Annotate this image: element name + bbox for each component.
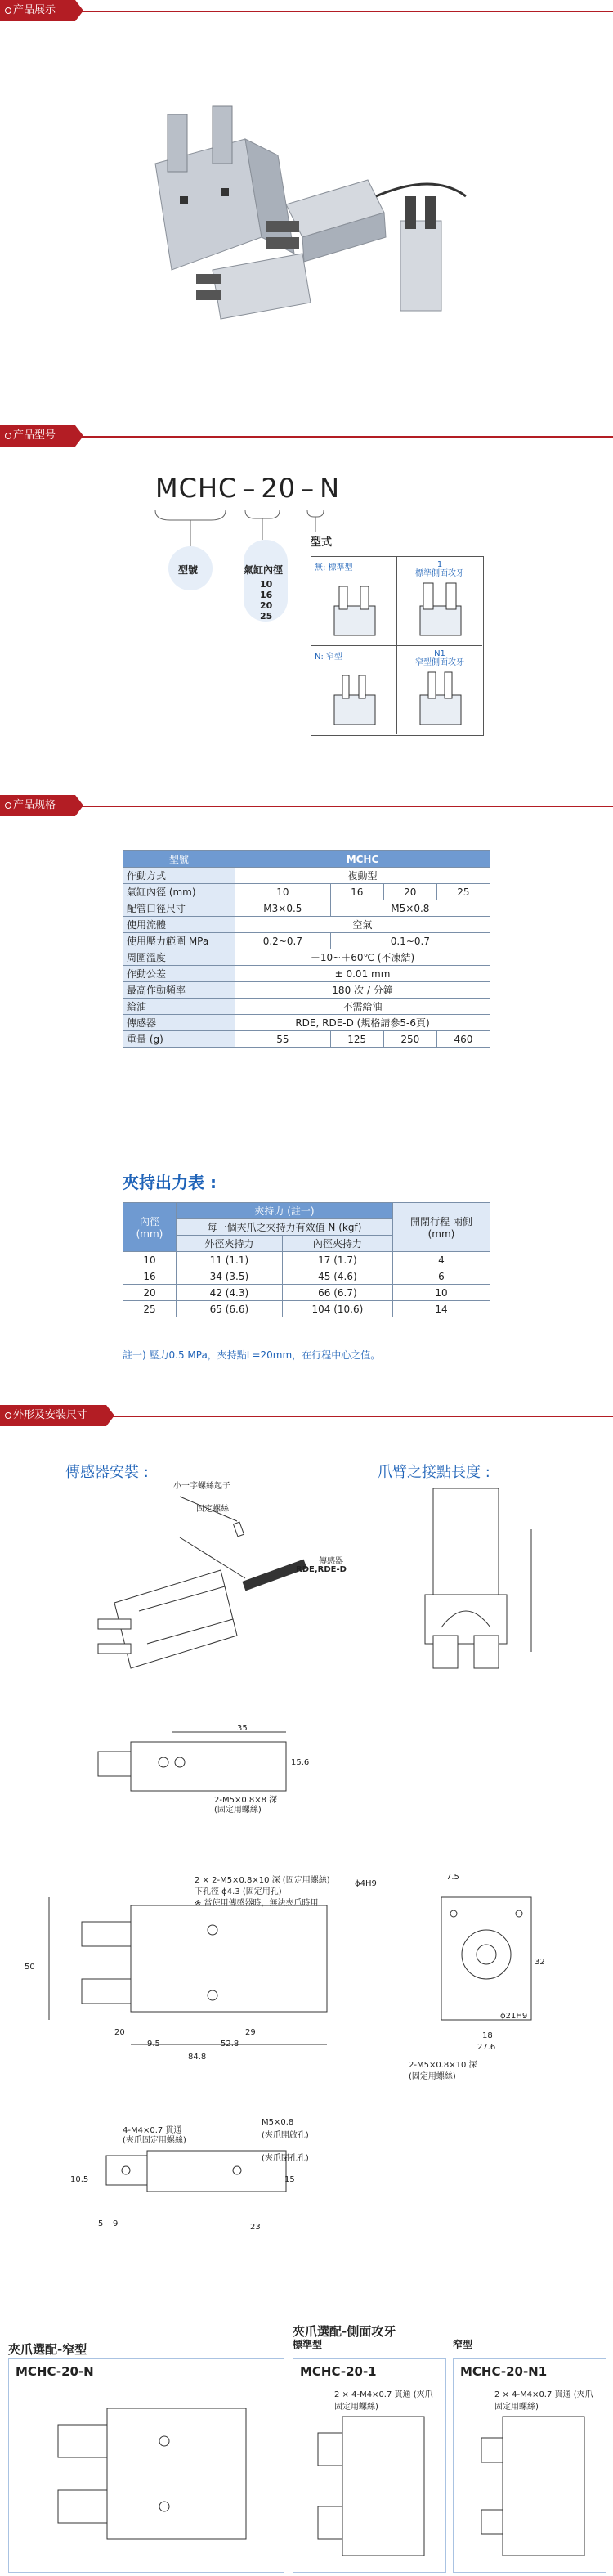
section-title: 外形及安装尺寸 bbox=[13, 1409, 88, 1421]
spec-cell: 0.1~0.7 bbox=[330, 933, 490, 949]
dim-value: 5 bbox=[98, 2219, 104, 2228]
label-bore: 氣缸內徑 bbox=[244, 564, 284, 576]
force-header-stroke: 開閉行程 兩側 (mm) bbox=[393, 1203, 490, 1252]
dim-value: (固定用螺絲) bbox=[409, 2072, 456, 2081]
sensor-label: 傳感器 bbox=[319, 1557, 343, 1566]
force-cell: 20 bbox=[123, 1285, 177, 1301]
jaw-panel-n1 bbox=[453, 2358, 606, 2573]
spec-cell: 180 次 / 分鐘 bbox=[235, 982, 490, 999]
force-cell: 65 (6.6) bbox=[177, 1301, 283, 1317]
arm-length-drawing bbox=[392, 1480, 548, 1693]
table-row bbox=[123, 900, 490, 917]
dim-value: 9 bbox=[113, 2219, 119, 2228]
style-code: N1 bbox=[434, 649, 445, 658]
style-code: 1 bbox=[436, 560, 443, 569]
force-cell: 16 bbox=[123, 1268, 177, 1285]
top-view-drawing bbox=[82, 1726, 343, 1815]
table-row bbox=[123, 1285, 490, 1301]
jaw-model: MCHC-20-N1 bbox=[460, 2364, 548, 2379]
force-header-in: 內徑夾持力 bbox=[282, 1236, 392, 1252]
spec-cell: 複動型 bbox=[235, 868, 490, 884]
force-header-force: 夾持力 (註一) bbox=[177, 1203, 393, 1219]
jaw-model: MCHC-20-N bbox=[16, 2364, 94, 2379]
arm-title: 爪臂之接點長度 : bbox=[378, 1464, 490, 1481]
dim-value: ϕ21H9 bbox=[500, 2012, 528, 2021]
style-desc: 標準側面攻牙 bbox=[415, 569, 464, 578]
bore-value: 20 bbox=[260, 600, 273, 611]
force-cell: 34 (3.5) bbox=[177, 1268, 283, 1285]
style-desc: 標準型 bbox=[328, 563, 353, 572]
spec-cell: 20 bbox=[383, 884, 436, 900]
sensor-label: 小一字螺絲起子 bbox=[173, 1482, 230, 1491]
dim-value: 下孔徑 ϕ4.3 (固定用孔) bbox=[195, 1887, 282, 1896]
spec-cell: ± 0.01 mm bbox=[235, 966, 490, 982]
table-row bbox=[123, 1301, 490, 1317]
table-row bbox=[123, 933, 490, 949]
table-row bbox=[123, 884, 490, 900]
dim-value: 9.5 bbox=[147, 2040, 160, 2049]
style-cell-side-tap bbox=[397, 557, 482, 646]
force-table-title: 夾持出力表 : bbox=[123, 1173, 217, 1192]
table-row bbox=[123, 949, 490, 966]
dim-value: 32 bbox=[535, 1958, 545, 1967]
model-code-part: – bbox=[301, 473, 315, 504]
label-type: 型號 bbox=[178, 564, 199, 576]
force-table bbox=[123, 1202, 490, 1317]
spec-label: 配管口徑尺寸 bbox=[123, 900, 235, 917]
spec-label: 作動方式 bbox=[123, 868, 235, 884]
jaw-1-drawing bbox=[310, 2408, 432, 2564]
product-photo bbox=[123, 98, 482, 360]
dim-value: 15 bbox=[284, 2175, 295, 2184]
dim-value: 23 bbox=[250, 2223, 261, 2232]
bore-value: 10 bbox=[260, 579, 273, 590]
spec-label: 重量 (g) bbox=[123, 1031, 235, 1048]
dim-value: ϕ4H9 bbox=[355, 1879, 377, 1888]
table-row bbox=[123, 966, 490, 982]
section-header-display bbox=[0, 0, 613, 21]
force-cell: 11 (1.1) bbox=[177, 1252, 283, 1268]
spec-cell: －10~＋60℃ (不凍結) bbox=[235, 949, 490, 966]
model-code-part: 20 bbox=[261, 473, 297, 504]
model-code-part: N bbox=[320, 473, 341, 504]
jaw-panel-1 bbox=[293, 2358, 446, 2573]
jaw-title-narrow: 夾爪選配-窄型 bbox=[8, 2342, 87, 2357]
section-title: 产品展示 bbox=[13, 4, 56, 16]
dim-value: (夾爪固定用螺絲) bbox=[123, 2136, 186, 2145]
spec-cell: M5×0.8 bbox=[330, 900, 490, 917]
dim-value: (夾爪開啟孔) bbox=[262, 2131, 309, 2140]
force-note: 註一) 壓力0.5 MPa，夾持點L=20mm，在行程中心之值。 bbox=[123, 1349, 381, 1361]
force-cell: 10 bbox=[123, 1252, 177, 1268]
dim-value: (夾爪閉孔孔) bbox=[262, 2154, 309, 2163]
dim-value: 20 bbox=[114, 2028, 125, 2037]
spec-cell: 16 bbox=[330, 884, 383, 900]
dim-value: 18 bbox=[482, 2031, 493, 2040]
spec-header-cell: MCHC bbox=[235, 851, 490, 868]
table-row bbox=[123, 1015, 490, 1031]
dim-value: 52.8 bbox=[221, 2040, 239, 2049]
table-row bbox=[123, 982, 490, 999]
jaw-n-drawing bbox=[42, 2392, 254, 2556]
jaw-sub-standard: 標準型 bbox=[293, 2339, 323, 2350]
dim-value: 7.5 bbox=[446, 1873, 459, 1882]
model-code-part: – bbox=[242, 473, 257, 504]
sensor-label: 固定螺絲 bbox=[196, 1505, 229, 1514]
force-cell: 25 bbox=[123, 1301, 177, 1317]
force-cell: 66 (6.7) bbox=[282, 1285, 392, 1301]
dim-value: 29 bbox=[245, 2028, 256, 2037]
spec-cell: 不需給油 bbox=[235, 999, 490, 1015]
style-desc: 窄型 bbox=[326, 653, 343, 662]
section-title: 产品型号 bbox=[13, 429, 56, 442]
sensor-title: 傳感器安裝 : bbox=[65, 1464, 149, 1481]
style-desc: 窄型側面攻牙 bbox=[415, 658, 464, 667]
dim-value: 50 bbox=[25, 1963, 35, 1972]
table-row bbox=[123, 1252, 490, 1268]
spec-cell: 55 bbox=[235, 1031, 331, 1048]
dim-value: 4-M4×0.7 貫通 bbox=[123, 2126, 182, 2135]
table-row bbox=[123, 917, 490, 933]
force-cell: 6 bbox=[393, 1268, 490, 1285]
dim-value: 84.8 bbox=[188, 2053, 207, 2062]
dim-value: ※ 當使用傳感器時，無法夾爪時用 bbox=[195, 1899, 319, 1908]
section-title: 产品规格 bbox=[13, 799, 56, 811]
style-cell-narrow: N: 窄型 bbox=[311, 646, 397, 734]
dim-value: 2-M5×0.8×8 深 bbox=[214, 1796, 278, 1805]
model-code bbox=[155, 473, 340, 504]
spec-cell: 125 bbox=[330, 1031, 383, 1048]
spec-label: 傳感器 bbox=[123, 1015, 235, 1031]
spec-cell: 0.2~0.7 bbox=[235, 933, 331, 949]
force-cell: 42 (4.3) bbox=[177, 1285, 283, 1301]
jaw-standard-drawing bbox=[328, 581, 382, 639]
jaw-model: MCHC-20-1 bbox=[300, 2364, 377, 2379]
spec-cell: 空氣 bbox=[235, 917, 490, 933]
spec-label: 氣缸內徑 (mm) bbox=[123, 884, 235, 900]
section-header-spec bbox=[0, 795, 613, 816]
table-row bbox=[123, 868, 490, 884]
jaw-side-tap-drawing bbox=[414, 581, 468, 639]
force-header-sub: 每一個夾爪之夾持力有效值 N (kgf) bbox=[177, 1219, 393, 1236]
force-cell: 45 (4.6) bbox=[282, 1268, 392, 1285]
dim-value: 15.6 bbox=[291, 1758, 310, 1767]
force-cell: 4 bbox=[393, 1252, 490, 1268]
jaw-panel-n bbox=[8, 2358, 284, 2573]
style-grid bbox=[311, 556, 484, 736]
dim-value: 2 × 2-M5×0.8×10 深 (固定用螺絲) bbox=[195, 1876, 330, 1885]
spec-cell: 460 bbox=[436, 1031, 490, 1048]
table-row bbox=[123, 1031, 490, 1048]
spec-label: 給油 bbox=[123, 999, 235, 1015]
spec-cell: M3×0.5 bbox=[235, 900, 331, 917]
bore-list bbox=[260, 579, 272, 622]
label-style: 型式 bbox=[311, 536, 333, 549]
force-header-bore: 內徑 (mm) bbox=[123, 1203, 177, 1252]
jaw-narrow-side-tap-drawing bbox=[414, 671, 468, 728]
spec-cell: 25 bbox=[436, 884, 490, 900]
model-code-part: MCHC bbox=[155, 473, 238, 504]
jaw-sub-narrow: 窄型 bbox=[453, 2339, 473, 2350]
spec-label: 最高作動頻率 bbox=[123, 982, 235, 999]
spec-header-cell: 型號 bbox=[123, 851, 235, 868]
spec-label: 周圍溫度 bbox=[123, 949, 235, 966]
section-header-model bbox=[0, 425, 613, 447]
jaw-n1-drawing bbox=[470, 2408, 593, 2564]
style-cell-standard: 無: 標準型 bbox=[311, 557, 397, 646]
force-cell: 17 (1.7) bbox=[282, 1252, 392, 1268]
sensor-label: RDE,RDE-D bbox=[296, 1565, 347, 1574]
force-cell: 10 bbox=[393, 1285, 490, 1301]
dim-value: 35 bbox=[237, 1724, 248, 1733]
jaw-note: 2 × 4-M4×0.7 貫通 (夾爪固定用螺絲) bbox=[334, 2390, 433, 2412]
dim-value: 27.6 bbox=[477, 2043, 496, 2052]
spec-table bbox=[123, 850, 490, 1048]
spec-cell: 10 bbox=[235, 884, 331, 900]
table-row bbox=[123, 999, 490, 1015]
spec-label: 使用壓力範圍 MPa bbox=[123, 933, 235, 949]
style-code: 無 bbox=[315, 563, 323, 572]
table-row bbox=[123, 1268, 490, 1285]
dim-value: M5×0.8 bbox=[262, 2118, 294, 2127]
bore-value: 16 bbox=[260, 590, 273, 600]
dim-value: (固定用螺絲) bbox=[214, 1806, 262, 1815]
force-header-out: 外徑夾持力 bbox=[177, 1236, 283, 1252]
spec-cell: 250 bbox=[383, 1031, 436, 1048]
jaw-note: 2 × 4-M4×0.7 貫通 (夾爪固定用螺絲) bbox=[494, 2390, 593, 2412]
force-cell: 104 (10.6) bbox=[282, 1301, 392, 1317]
spec-label: 使用流體 bbox=[123, 917, 235, 933]
force-cell: 14 bbox=[393, 1301, 490, 1317]
style-cell-narrow-side-tap bbox=[397, 646, 482, 734]
spec-label: 作動公差 bbox=[123, 966, 235, 982]
jaw-title-side-tap: 夾爪選配-側面攻牙 bbox=[293, 2324, 396, 2339]
style-code: N bbox=[315, 653, 321, 662]
spec-cell: RDE, RDE-D (規格請參5-6頁) bbox=[235, 1015, 490, 1031]
bore-value: 25 bbox=[260, 611, 273, 622]
dim-value: 10.5 bbox=[70, 2175, 89, 2184]
section-header-dims bbox=[0, 1405, 613, 1426]
dim-value: 2-M5×0.8×10 深 bbox=[409, 2061, 477, 2070]
jaw-narrow-drawing bbox=[328, 671, 382, 728]
